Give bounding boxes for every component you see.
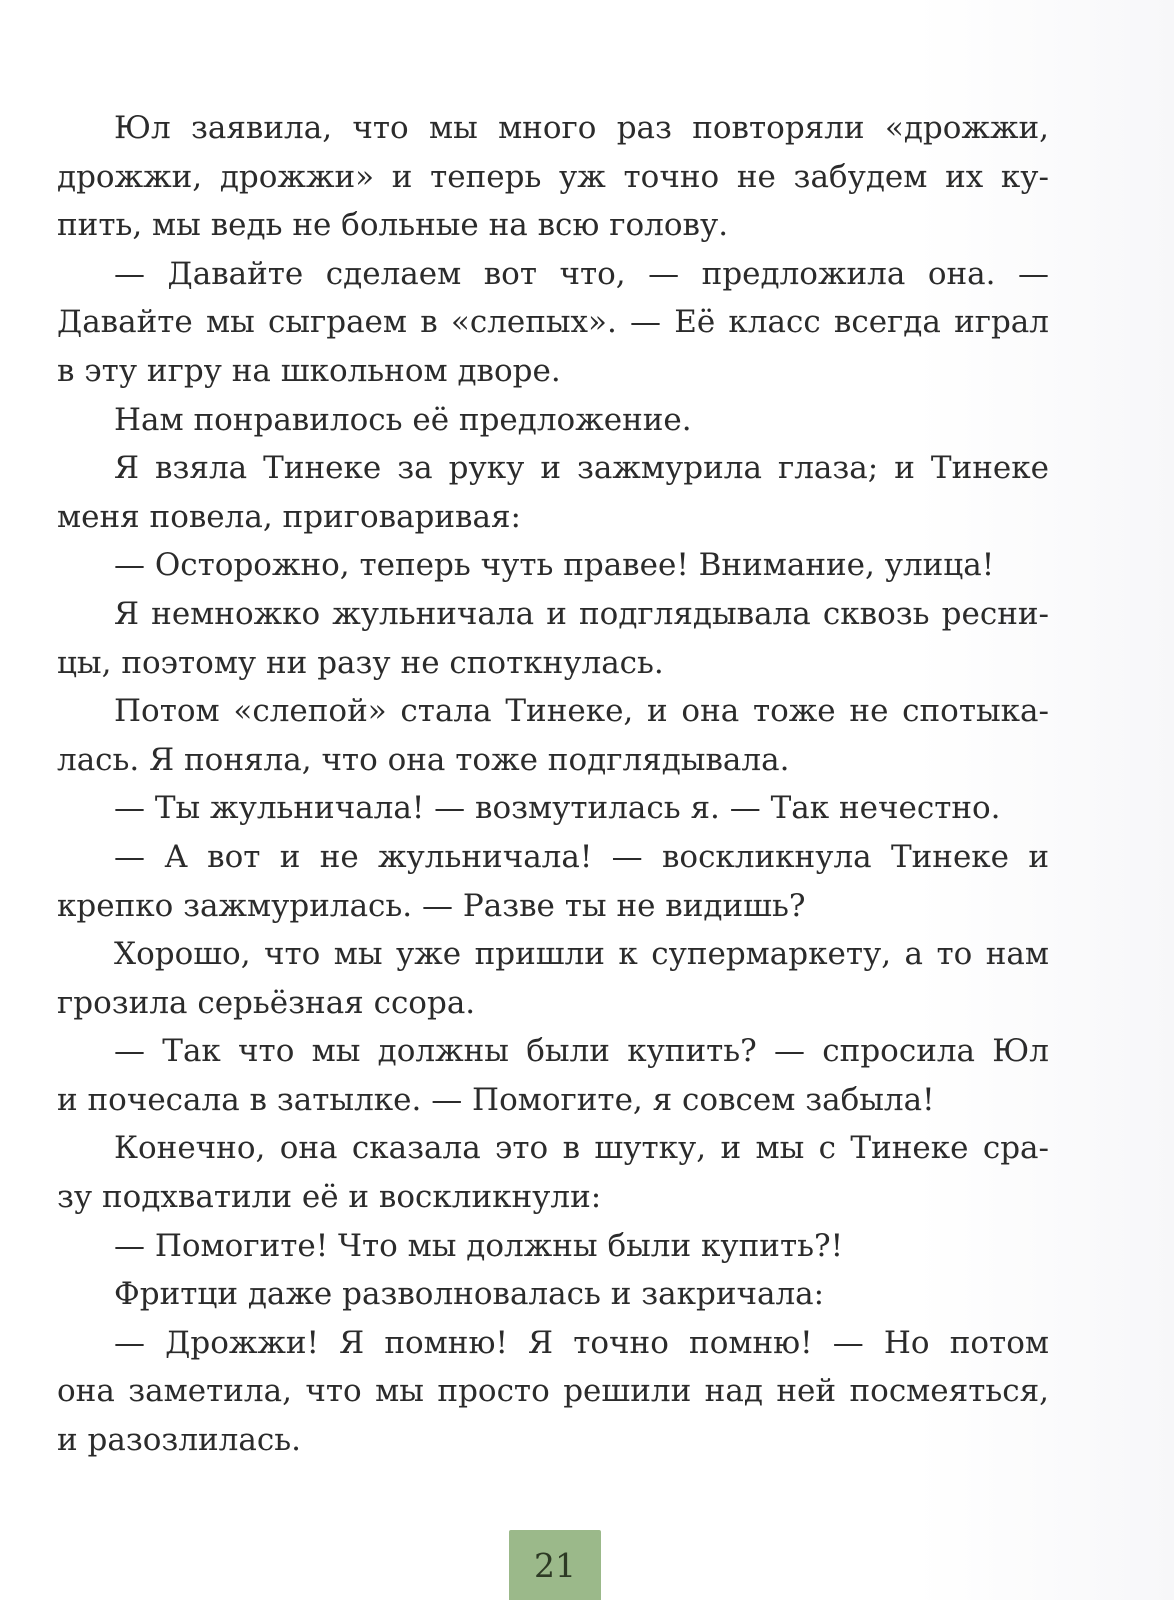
text-line: — Осторожно, теперь чуть правее! Внимание, улица! xyxy=(114,547,995,584)
text-line: в эту игру на школьном дворе. xyxy=(57,352,561,389)
text-line: — А вот и не жульничала! — воскликнула Тинеке и xyxy=(114,838,1049,875)
text-line: зу подхватили её и воскликнули: xyxy=(57,1179,602,1216)
text-line: Я взяла Тинеке за руку и зажмурила глаза; и Тинеке xyxy=(114,450,1049,487)
text-line: Юл заявила, что мы много раз повторяли «дрожжи, xyxy=(114,110,1049,146)
text-line: Фритци даже разволновалась и закричала: xyxy=(114,1276,825,1313)
text-line: Конечно, она сказала это в шутку, и мы с Тинеке сра- xyxy=(114,1130,1049,1167)
text-line: Давайте мы сыграем в «слепых». — Её класс всегда играл xyxy=(57,304,1049,341)
text-line: Я немножко жульничала и подглядывала сквозь ресни- xyxy=(114,595,1049,632)
text-line: — Дрожжи! Я помню! Я точно помню! — Но потом xyxy=(114,1324,1049,1361)
text-line: — Ты жульничала! — возмутилась я. — Так нечестно. xyxy=(114,790,1001,827)
page-number: 21 xyxy=(509,1530,601,1600)
text-line: крепко зажмурилась. — Разве ты не видишь? xyxy=(57,887,806,924)
text-line: дрожжи, дрожжи» и теперь уж точно не забудем их ку- xyxy=(57,158,1049,195)
body-text xyxy=(57,104,1049,1465)
text-line: и разозлилась. xyxy=(57,1422,301,1459)
text-line: — Так что мы должны были купить? — спросила Юл xyxy=(114,1033,1049,1070)
text-line: Потом «слепой» стала Тинеке, и она тоже не спотыка- xyxy=(114,693,1049,730)
text-line: и почесала в затылке. — Помогите, я совсем забыла! xyxy=(57,1081,935,1118)
text-line: она заметила, что мы просто решили над ней посмеяться, xyxy=(57,1373,1049,1410)
text-line: — Помогите! Что мы должны были купить?! xyxy=(114,1227,844,1264)
text-line: пить, мы ведь не больные на всю голову. xyxy=(57,207,729,244)
text-line: — Давайте сделаем вот что, — предложила она. — xyxy=(114,255,1049,292)
text-line: грозила серьёзная ссора. xyxy=(57,984,476,1021)
text-line: цы, поэтому ни разу не споткнулась. xyxy=(57,644,664,681)
text-line: меня повела, приговаривая: xyxy=(57,498,521,535)
text-line: Нам понравилось её предложение. xyxy=(114,401,692,438)
text-line: Хорошо, что мы уже пришли к супермаркету, а то нам xyxy=(114,936,1049,973)
text-line: лась. Я поняла, что она тоже подглядывала. xyxy=(57,741,790,778)
